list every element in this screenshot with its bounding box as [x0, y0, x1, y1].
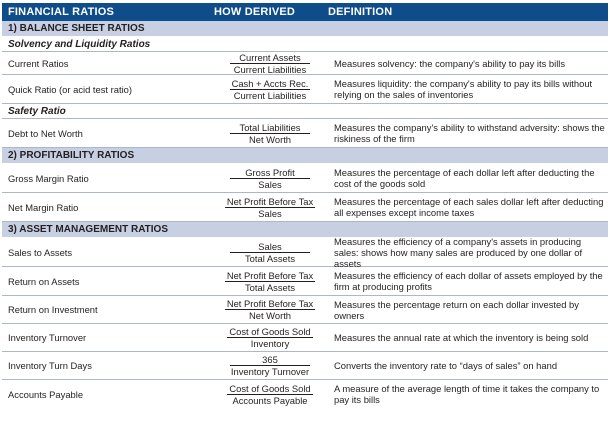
ratio-definition: Converts the inventory rate to “days of sales” on hand	[334, 360, 558, 371]
formula-numerator: Net Profit Before Tax	[226, 269, 314, 281]
ratio-definition: Measures the company's ability to withstand adversity: shows the riskiness of the firm	[334, 122, 605, 144]
header-financial-ratios: FINANCIAL RATIOS	[8, 6, 115, 18]
ratio-definition: Measures the efficiency of each dollar of assets employed by the firm at producing profits	[334, 270, 603, 292]
ratio-name: Accounts Payable	[8, 388, 84, 400]
formula-numerator: Net Profit Before Tax	[226, 195, 314, 207]
formula-denominator: Sales	[258, 178, 282, 190]
formula-denominator: Inventory Turnover	[230, 366, 310, 377]
ratio-formula	[214, 52, 326, 75]
header-definition: DEFINITION	[328, 6, 393, 18]
ratio-name: Net Margin Ratio	[8, 201, 79, 213]
table-row	[2, 296, 608, 324]
section-profitability: 2) PROFITABILITY RATIOS	[2, 148, 608, 164]
table-row	[2, 267, 608, 296]
financial-ratios-table	[2, 3, 608, 408]
ratio-definition: Measures liquidity: the company's ability to pay its bills without relying on the sales of inventories	[334, 78, 593, 100]
formula-numerator: Gross Profit	[230, 167, 310, 179]
section-asset-management: 3) ASSET MANAGEMENT RATIOS	[2, 222, 608, 238]
ratio-definition: A measure of the average length of time it takes the company to pay its bills	[334, 383, 600, 405]
ratio-formula	[214, 167, 326, 190]
formula-denominator: Total Assets	[244, 281, 296, 293]
ratio-definition: Measures the efficiency of a company's assets in producing sales: shows how many sales are produced by one dollar of assets	[334, 235, 583, 269]
table-header	[2, 3, 608, 21]
subheading-solvency: Solvency and Liquidity Ratios	[2, 37, 608, 52]
ratio-definition: Measures the annual rate at which the inventory is being sold	[334, 332, 589, 343]
formula-denominator: Sales	[258, 207, 282, 219]
ratio-formula	[214, 383, 326, 406]
formula-numerator: Total Liabilities	[230, 122, 310, 134]
table-row	[2, 324, 608, 352]
formula-denominator: Net Worth	[248, 310, 292, 321]
table-row	[2, 164, 608, 193]
ratio-name: Debt to Net Worth	[8, 127, 83, 139]
header-how-derived: HOW DERIVED	[214, 6, 296, 18]
ratio-definition: Measures the percentage return on each dollar invested by owners	[334, 298, 579, 321]
formula-denominator: Accounts Payable	[232, 394, 308, 406]
formula-numerator: Sales	[230, 241, 310, 253]
formula-numerator: Net Profit Before Tax	[226, 298, 314, 309]
formula-numerator: Cash + Accts Rec.	[231, 77, 309, 89]
table-row	[2, 235, 608, 269]
formula-denominator: Net Worth	[248, 133, 292, 145]
ratio-formula	[214, 270, 326, 293]
ratio-name: Quick Ratio (or acid test ratio)	[8, 83, 132, 95]
ratio-definition: Measures the percentage of each dollar left after deducting the cost of the goods sold	[334, 167, 595, 189]
ratio-name: Return on Assets	[8, 275, 80, 287]
ratio-definition: Measures solvency: the company's ability to pay its bills	[334, 57, 566, 69]
ratio-name: Inventory Turn Days	[8, 360, 92, 371]
table-row	[2, 52, 608, 75]
formula-denominator: Total Assets	[244, 252, 296, 264]
ratio-name: Inventory Turnover	[8, 332, 87, 343]
ratio-name: Sales to Assets	[8, 246, 73, 258]
ratio-definition: Measures the percentage of each sales dollar left after deducting all expenses except income taxes	[334, 196, 604, 218]
ratio-formula	[214, 122, 326, 145]
formula-numerator: Current Assets	[230, 52, 310, 64]
ratio-name: Return on Investment	[8, 304, 98, 315]
formula-numerator: Cost of Goods Sold	[229, 382, 311, 394]
formula-denominator: Inventory	[250, 338, 290, 349]
formula-denominator: Current Liabilities	[233, 89, 307, 101]
formula-numerator: Cost of Goods Sold	[229, 326, 311, 337]
table-row	[2, 380, 608, 408]
ratio-name: Current Ratios	[8, 57, 69, 69]
ratio-formula	[214, 78, 326, 101]
table-row	[2, 119, 608, 148]
ratio-formula	[214, 196, 326, 219]
formula-denominator: Current Liabilities	[233, 63, 307, 75]
ratio-formula	[214, 241, 326, 264]
table-row	[2, 352, 608, 380]
table-row	[2, 75, 608, 104]
table-row	[2, 193, 608, 222]
section-balance-sheet: 1) BALANCE SHEET RATIOS	[2, 21, 608, 37]
ratio-formula	[214, 326, 326, 349]
subheading-safety: Safety Ratio	[2, 104, 608, 119]
ratio-formula	[214, 354, 326, 377]
ratio-formula	[214, 298, 326, 321]
ratio-name: Gross Margin Ratio	[8, 172, 89, 184]
formula-numerator: 365	[230, 354, 310, 366]
